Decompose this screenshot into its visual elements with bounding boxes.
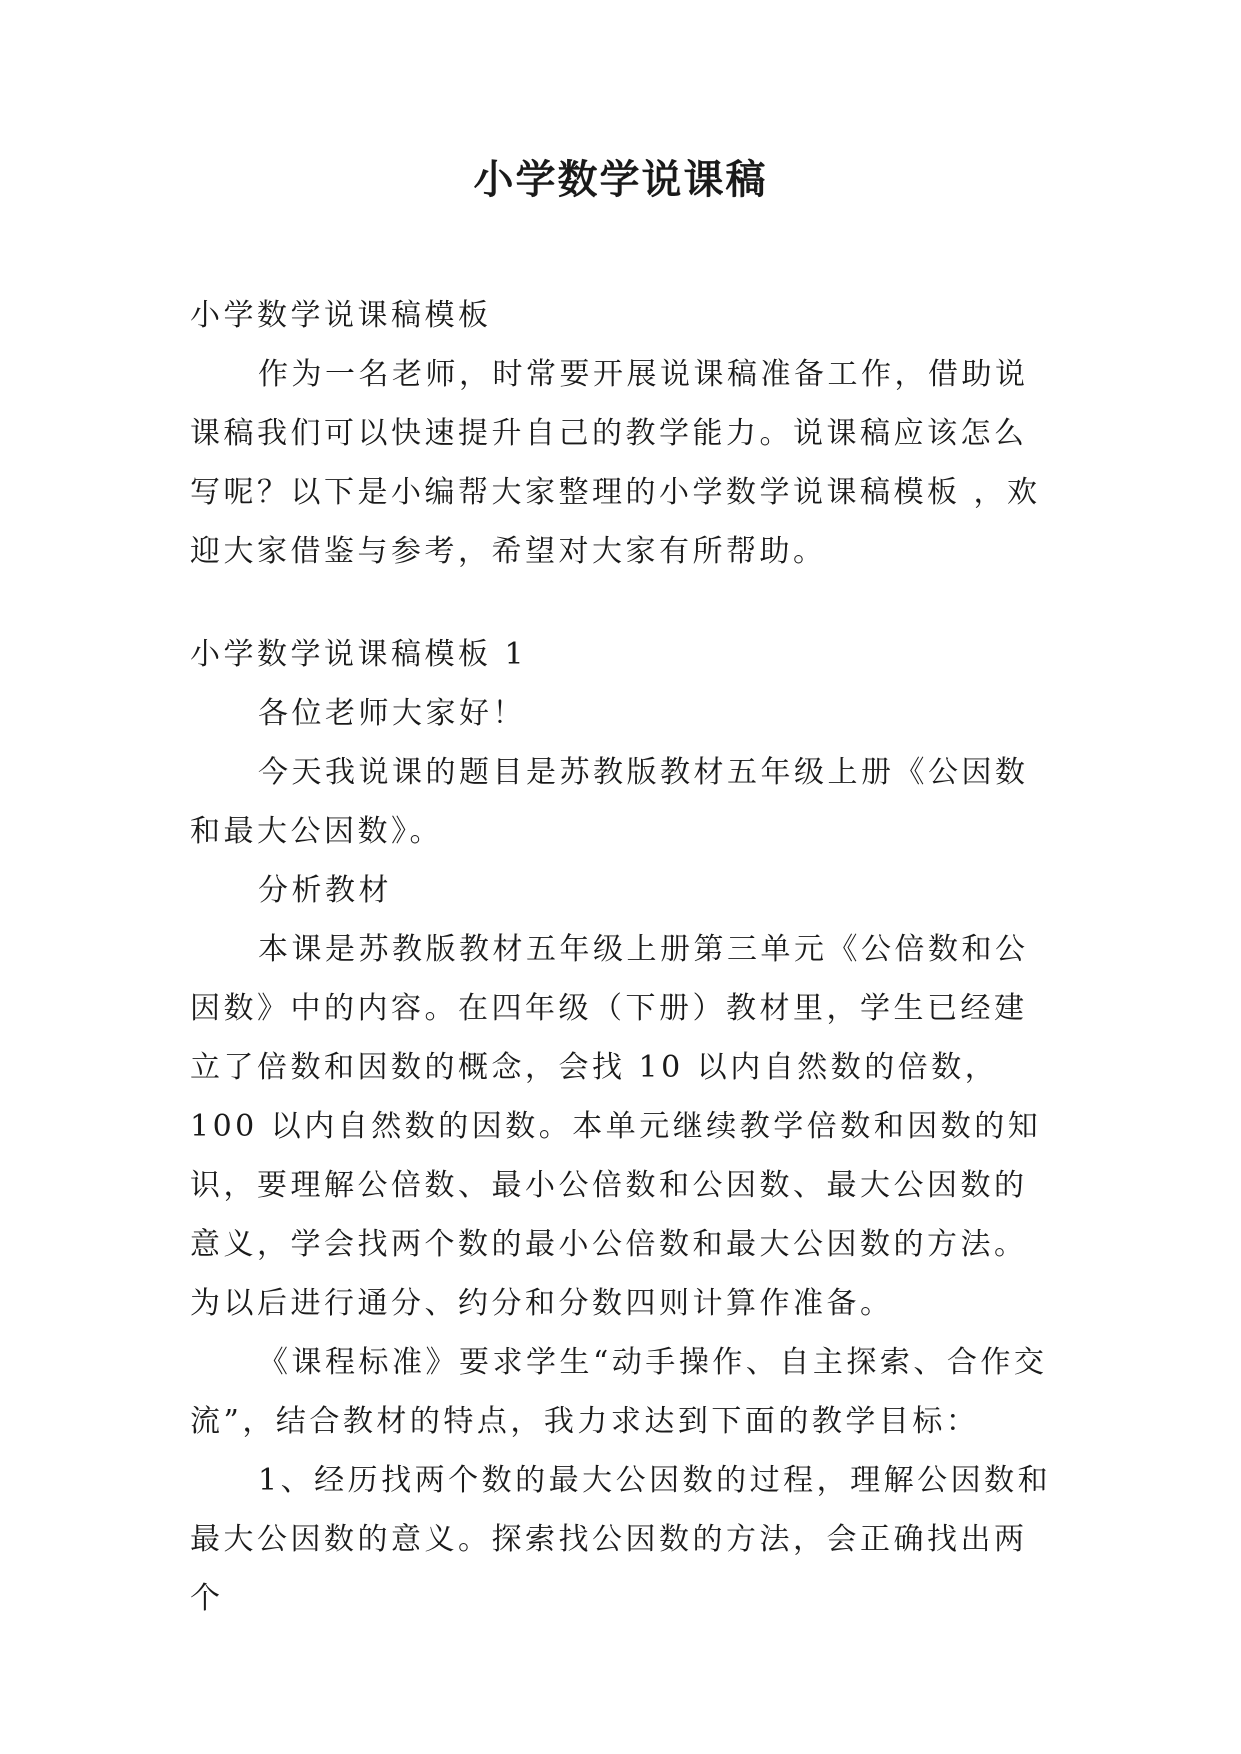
- section-heading: 小学数学说课稿模板 1: [190, 637, 528, 672]
- analysis-heading: 分析教材: [258, 873, 392, 908]
- document-title: 小学数学说课稿: [473, 156, 768, 203]
- analysis-paragraph: 本课是苏教版教材五年级上册第三单元《公倍数和公因数》中的内容。在四年级（下册）教材里，学生已经建立了倍数和因数的概念，会找 10 以内自然数的倍数，100 以内自然数的因数。本单元继续教学倍数和因数的知识，要理解公倍数、最小公倍数和公因数、最大公因数的意义，学会找两个数的最小公倍数和最大公因数的方法。为以后进行通分、约分和分数四则计算作准备。: [190, 932, 1042, 1321]
- subtitle: 小学数学说课稿模板: [190, 298, 492, 333]
- paragraph-spacer: [190, 581, 1056, 625]
- greeting-paragraph: 各位老师大家好！: [258, 696, 526, 731]
- topic-paragraph: 今天我说课的题目是苏教版教材五年级上册《公因数和最大公因数》。: [190, 755, 1029, 849]
- document-body: [190, 286, 1056, 1628]
- intro-paragraph: 作为一名老师，时常要开展说课稿准备工作，借助说课稿我们可以快速提升自己的教学能力。说课稿应该怎么写呢？以下是小编帮大家整理的小学数学说课稿模板 ，欢迎大家借鉴与参考，希望对大家有所帮助。: [190, 357, 1041, 569]
- standard-paragraph: 《课程标准》要求学生“动手操作、自主探索、合作交流”，结合教材的特点，我力求达到下面的教学目标：: [190, 1345, 1048, 1439]
- goal-1-paragraph: 1、经历找两个数的最大公因数的过程，理解公因数和最大公因数的意义。探索找公因数的方法，会正确找出两个: [190, 1463, 1052, 1616]
